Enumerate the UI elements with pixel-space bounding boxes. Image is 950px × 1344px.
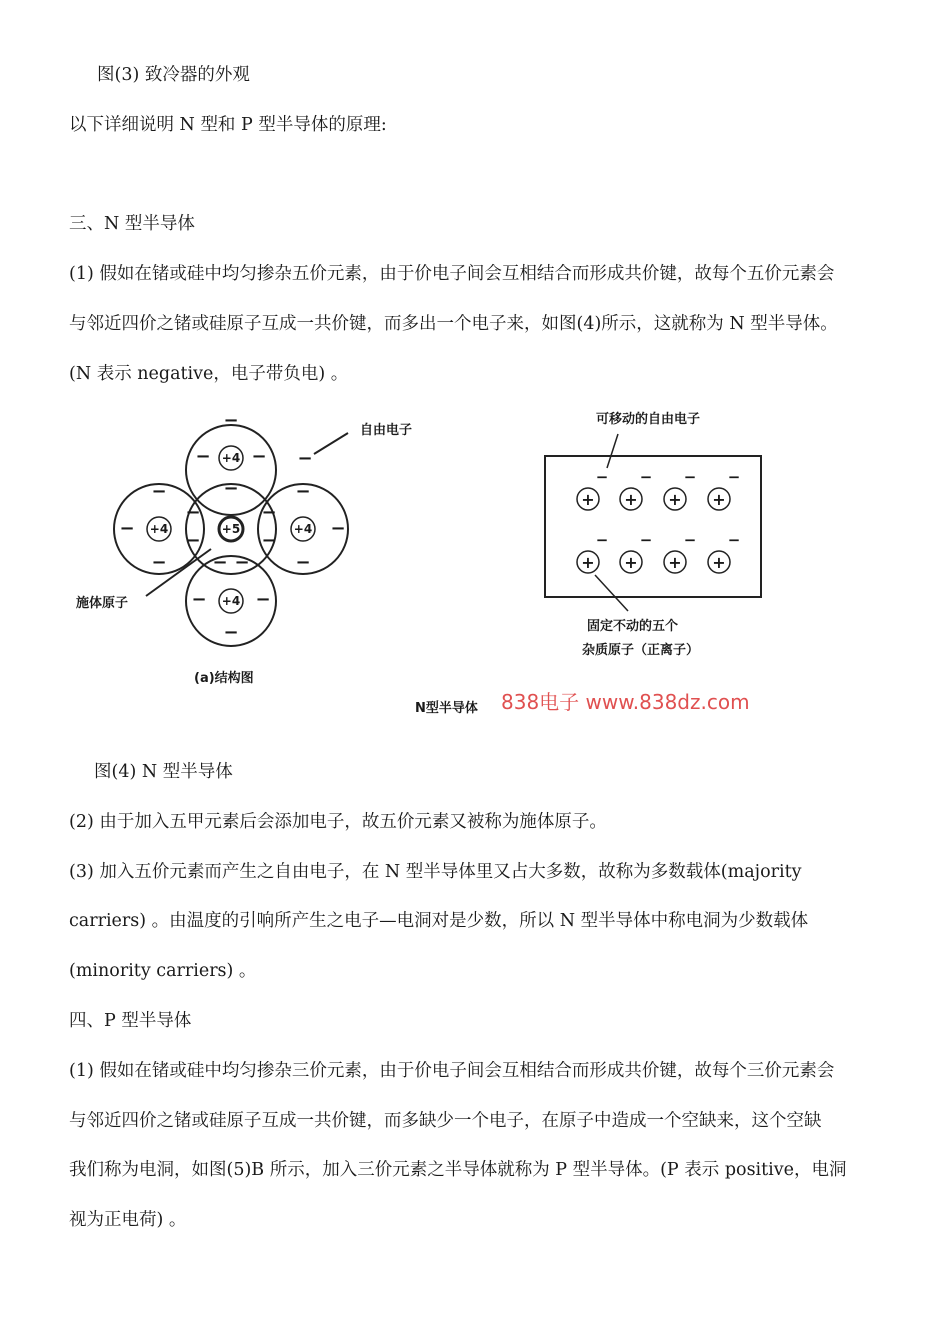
electron: − [295, 481, 311, 502]
label-donor-atom: 施体原子 [76, 596, 129, 611]
section-4-para-1-line-1: (1) 假如在锗或硅中均匀掺杂三价元素，由于价电子间会互相结合而形成共价键，故每个三价元素会 [69, 1061, 835, 1081]
electron: − [223, 410, 239, 431]
section-3-para-3-line-3: (minority carriers) 。 [69, 961, 257, 981]
section-4-para-1-line-3: 我们称为电洞，如图(5)B 所示，加入三价元素之半导体就称为 P 型半导体。(P 表示 positive，电洞 [69, 1160, 847, 1180]
n-type-block-diagram [415, 411, 761, 716]
positive-ion-sign: + [581, 553, 595, 572]
section-4-heading: 四、P 型半导体 [69, 1011, 192, 1031]
atom-core-label-right: +4 [293, 522, 313, 536]
section-3-para-1-line-3: (N 表示 negative，电子带负电) 。 [69, 364, 349, 384]
section-3-para-2: (2) 由于加入五甲元素后会添加电子，故五价元素又被称为施体原子。 [69, 812, 607, 832]
section-4-para-1-line-2: 与邻近四价之锗或硅原子互成一共价键，而多缺少一个电子，在原子中造成一个空缺来，这个空缺 [69, 1111, 822, 1131]
electron: − [251, 446, 267, 467]
label-free-electron: 自由电子 [360, 423, 413, 438]
free-electron-pointer [314, 433, 348, 454]
section-3-para-3-line-1: (3) 加入五价元素而产生之自由电子，在 N 型半导体里又占大多数，故称为多数载体(majority [69, 862, 802, 882]
electron: − [223, 622, 239, 643]
positive-ion-sign: + [712, 490, 726, 509]
positive-ion-sign: + [712, 553, 726, 572]
electron: − [223, 478, 239, 499]
positive-ion-sign: + [624, 490, 638, 509]
section-3-heading: 三、N 型半导体 [69, 214, 195, 234]
label-n-type-semiconductor: N型半导体 [415, 701, 478, 716]
electron: − [234, 552, 250, 573]
electron: − [191, 589, 207, 610]
mobile-electron-pointer [607, 434, 618, 468]
electron: − [185, 530, 201, 551]
label-fixed-impurity-line-2: 杂质原子（正离子） [582, 643, 700, 658]
atom-core-label-top: +4 [221, 451, 241, 465]
positive-ion-sign: + [581, 490, 595, 509]
label-structure-diagram: (a)结构图 [194, 671, 254, 686]
atom-core-label-left: +4 [149, 522, 169, 536]
intro-text: 以下详细说明 N 型和 P 型半导体的原理: [69, 115, 387, 135]
n-type-semiconductor-figure [70, 398, 790, 733]
section-3-para-1-line-2: 与邻近四价之锗或硅原子互成一共价键，而多出一个电子来，如图(4)所示，这就称为 N 型半导体。 [69, 314, 838, 334]
section-3-para-3-line-2: carriers) 。由温度的引响所产生之电子—电洞对是少数，所以 N 型半导体中称电洞为少数载体 [69, 911, 809, 931]
fig3-caption: 图(3) 致冷器的外观 [97, 65, 250, 85]
label-mobile-free-electron: 可移动的自由电子 [596, 412, 701, 427]
positive-ion-sign: + [624, 553, 638, 572]
mobile-electron: − [595, 531, 609, 549]
electron: − [151, 481, 167, 502]
mobile-electron: − [639, 468, 653, 486]
section-3-para-1-line-1: (1) 假如在锗或硅中均匀掺杂五价元素，由于价电子间会互相结合而形成共价键，故每个五价元素会 [69, 264, 835, 284]
atom-core-label-center: +5 [221, 522, 241, 536]
electron: − [295, 552, 311, 573]
mobile-electron: − [727, 468, 741, 486]
section-4-para-1-line-4: 视为正电荷) 。 [69, 1210, 187, 1230]
electron: − [185, 502, 201, 523]
electron: − [119, 518, 135, 539]
positive-ion-sign: + [668, 553, 682, 572]
atom-core-label-bottom: +4 [221, 594, 241, 608]
fixed-ion-pointer [595, 575, 628, 611]
label-fixed-impurity-line-1: 固定不动的五个 [587, 619, 679, 634]
electron: − [195, 446, 211, 467]
electron: − [151, 552, 167, 573]
electron: − [261, 530, 277, 551]
watermark: 838电子 www.838dz.com [501, 690, 750, 714]
electron: − [330, 518, 346, 539]
fig4-caption: 图(4) N 型半导体 [94, 762, 233, 782]
electron: − [261, 502, 277, 523]
mobile-electron: − [683, 531, 697, 549]
electron: − [212, 552, 228, 573]
electron: − [255, 589, 271, 610]
mobile-electron: − [683, 468, 697, 486]
free-electron: − [297, 448, 313, 469]
positive-ion-sign: + [668, 490, 682, 509]
mobile-electron: − [639, 531, 653, 549]
mobile-electron: − [727, 531, 741, 549]
mobile-electron: − [595, 468, 609, 486]
